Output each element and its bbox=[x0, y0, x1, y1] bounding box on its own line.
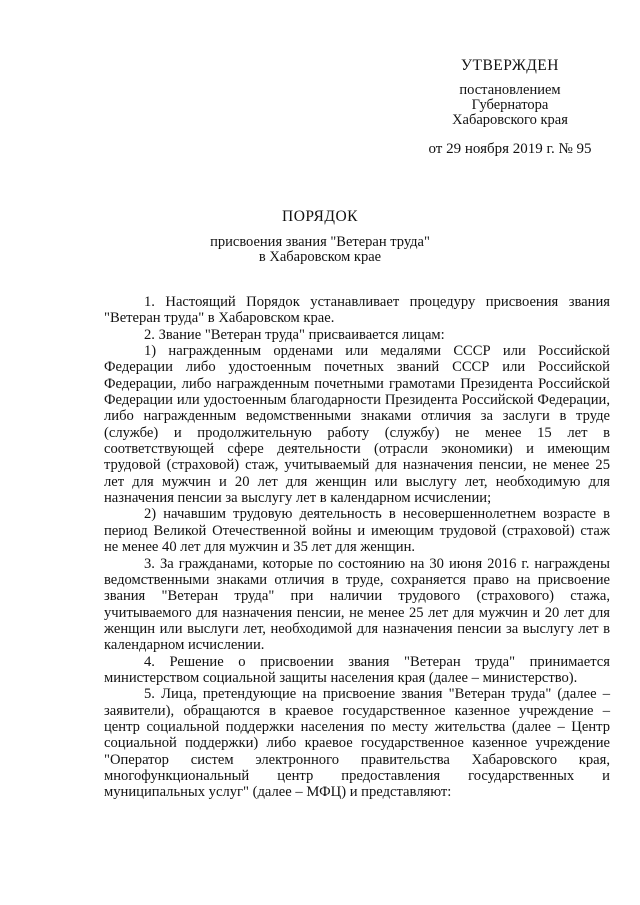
paragraph-2-item-1: 1) награжденным орденами или медалями СССР или Российской Федерации либо удостоенным почетных званий СССР или Российской Федерации, либо награжденным почетными грамотами Президента Российской Федерации или удостоенным благодарности Президента Российской Федерации, либо награжденным ведомственными знаками отличия за заслуги в труде (службе) и продолжительную работу (службу) не менее 15 лет в соответствующей сфере деятельности (отрасли экономики) и имеющим трудовой (страховой) стаж, учитываемый для назначения пенсии, не менее 25 лет для мужчин и 20 лет для женщин или выслугу лет, необходимую для назначения пенсии за выслугу лет в календарном исчислении; bbox=[104, 343, 610, 507]
approval-title: УТВЕРЖДЕН bbox=[461, 57, 559, 74]
document-title: ПОРЯДОК bbox=[282, 208, 358, 225]
paragraph-2-item-2: 2) начавшим трудовую деятельность в несовершеннолетнем возрасте в период Великой Отечественной войны и имеющим трудовой (страховой) стаж не менее 40 лет для мужчин и 35 лет для женщин. bbox=[104, 506, 610, 556]
approval-line-1: постановлением bbox=[459, 82, 561, 98]
approval-line-2: Губернатора bbox=[471, 97, 549, 113]
paragraph-5: 5. Лица, претендующие на присвоение звания "Ветеран труда" (далее – заявители), обращаются в краевое государственное казенное учреждение – центр социальной поддержки населения по месту жительства (далее – Центр социальной поддержки) либо краевое государственное казенное учреждение "Оператор систем электронного правительства Хабаровского края, многофункциональный центр предоставления государственных и муниципальных услуг" (далее – МФЦ) и представляют: bbox=[104, 686, 610, 801]
approval-block bbox=[410, 58, 610, 157]
paragraph-3: 3. За гражданами, которые по состоянию на 30 июня 2016 г. награждены ведомственными знаками отличия в труде, сохраняется право на присвоение звания "Ветеран труда" при наличии трудового (страхового) стажа, учитываемого для назначения пенсии, не менее 25 лет для мужчин и 20 лет для женщин или выслуги лет, необходимой для назначения пенсии за выслугу лет в календарном исчислении. bbox=[104, 555, 610, 654]
paragraph-1: 1. Настоящий Порядок устанавливает процедуру присвоения звания "Ветеран труда" в Хабаровском крае. bbox=[104, 294, 610, 327]
document-subtitle-2: в Хабаровском крае bbox=[258, 249, 382, 265]
approval-line-3: Хабаровского края bbox=[452, 112, 568, 128]
paragraph-2: 2. Звание "Ветеран труда" присваивается лицам: bbox=[144, 326, 445, 343]
paragraph-4: 4. Решение о присвоении звания "Ветеран труда" принимается министерством социальной защиты населения края (далее – министерство). bbox=[104, 653, 610, 686]
document-heading bbox=[0, 209, 640, 265]
document-subtitle-1: присвоения звания "Ветеран труда" bbox=[210, 234, 430, 250]
approval-date: от 29 ноября 2019 г. № 95 bbox=[428, 141, 592, 157]
document-body bbox=[104, 294, 610, 801]
